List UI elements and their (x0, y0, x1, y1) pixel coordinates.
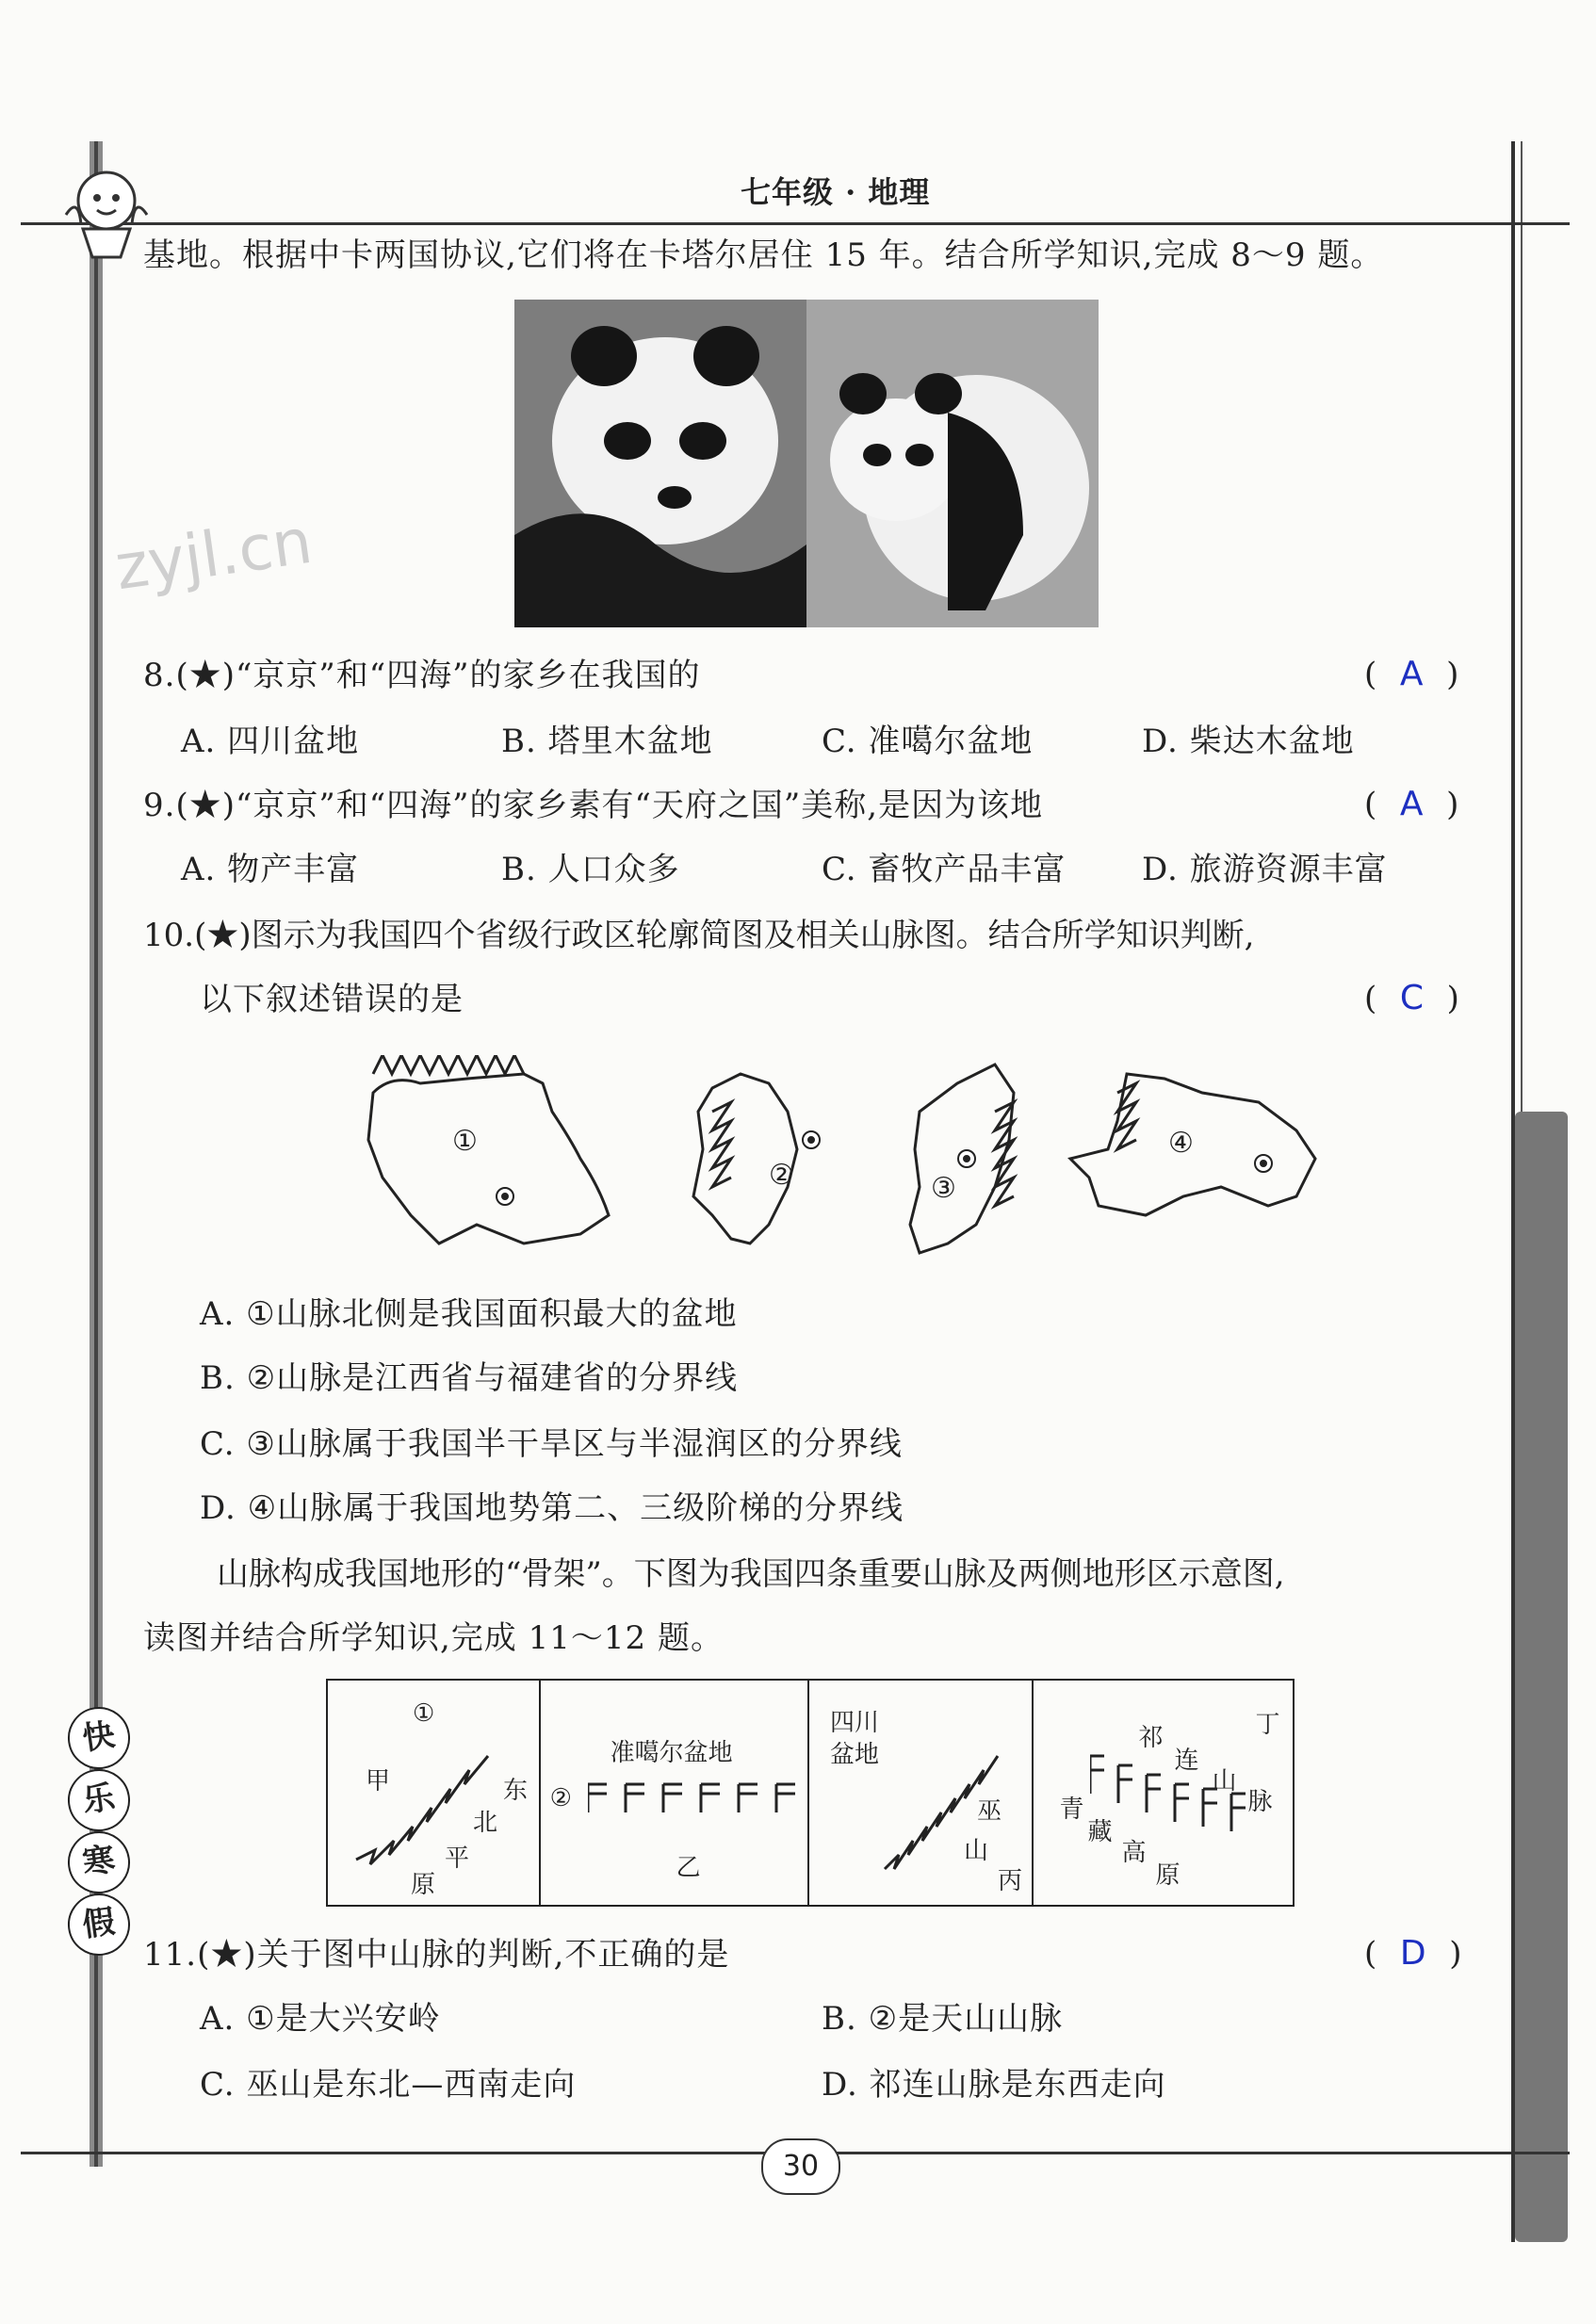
cell2-top: 准噶尔盆地 (610, 1739, 733, 1767)
page-number: 30 (761, 2138, 840, 2195)
page-header-title: 七年级 · 地理 (741, 174, 931, 210)
q11-answer: D (1399, 1934, 1427, 1973)
side-tab-3: 寒 (64, 1828, 135, 1898)
cell4-lian: 连 (1174, 1747, 1199, 1775)
q10-option-b: B. ②山脉是江西省与福建省的分界线 (200, 1359, 739, 1397)
q11-option-c: C. 巫山是东北—西南走向 (200, 2066, 577, 2104)
cell4-shan: 山 (1212, 1767, 1237, 1796)
side-tab-4: 假 (64, 1890, 135, 1960)
cell3-wu: 巫 (977, 1797, 1002, 1826)
q10-answer: C (1399, 979, 1425, 1017)
cell2-yi: 乙 (676, 1854, 701, 1882)
q9-option-d: D. 旅游资源丰富 (1142, 851, 1388, 888)
panda-photo-left (514, 300, 806, 627)
cell1-num: ① (413, 1699, 435, 1728)
mountain-diagram (326, 1679, 1295, 1907)
map-label-3: ③ (931, 1172, 956, 1205)
side-tab-2: 乐 (64, 1765, 135, 1836)
q9-answer-bracket: ( A ) (1364, 785, 1460, 823)
q8-answer-bracket: ( A ) (1364, 655, 1460, 693)
q8-answer: A (1399, 655, 1425, 693)
cell2-num: ② (549, 1784, 572, 1812)
diagram-cell-4 (1034, 1681, 1293, 1905)
q8-option-c: C. 准噶尔盆地 (822, 723, 1034, 760)
cell3-pen: 盆地 (830, 1741, 880, 1769)
q11-option-b: B. ②是天山山脉 (822, 2000, 1064, 2038)
map-label-1: ① (452, 1125, 478, 1158)
cell3-bing: 丙 (998, 1867, 1023, 1895)
q10-option-c: C. ③山脉属于我国半干旱区与半湿润区的分界线 (200, 1425, 903, 1463)
intro-line: 基地。根据中卡两国协议,它们将在卡塔尔居住 15 年。结合所学知识,完成 8～9 题。 (143, 236, 1384, 274)
passage-line2: 读图并结合所学知识,完成 11～12 题。 (143, 1619, 724, 1657)
cell3-shan: 山 (964, 1837, 989, 1865)
cell4-ding: 丁 (1255, 1711, 1280, 1739)
cell4-mai: 脉 (1247, 1788, 1273, 1816)
right-margin-tab (1515, 1112, 1568, 2242)
side-tab-1: 快 (64, 1703, 135, 1774)
header-rule (21, 222, 1570, 225)
cell4-qi: 祁 (1138, 1724, 1164, 1752)
cell1-yuan: 原 (411, 1871, 436, 1899)
q10-stem-line2: 以下叙述错误的是 (200, 981, 464, 1018)
q10-answer-bracket: ( C ) (1364, 979, 1460, 1017)
q8-option-a: A. 四川盆地 (181, 723, 360, 760)
q10-stem-line1: 10.(★)图示为我国四个省级行政区轮廓简图及相关山脉图。结合所学知识判断, (143, 917, 1255, 954)
cell1-jia: 甲 (366, 1767, 391, 1796)
q9-option-a: A. 物产丰富 (181, 851, 360, 888)
watermark: zyjl.cn (110, 504, 317, 605)
panda-photo-right (806, 300, 1099, 627)
cell4-qing: 青 (1059, 1796, 1084, 1824)
q9-option-b: B. 人口众多 (501, 851, 680, 888)
map-label-4: ④ (1168, 1127, 1194, 1160)
map-label-2: ② (769, 1159, 794, 1192)
diagram-cell-1 (328, 1681, 541, 1905)
q8-option-b: B. 塔里木盆地 (501, 723, 713, 760)
q11-stem: 11.(★)关于图中山脉的判断,不正确的是 (143, 1936, 730, 1974)
diagram-cell-2 (541, 1681, 809, 1905)
cell3-si: 四川 (830, 1709, 880, 1737)
q8-option-d: D. 柴达木盆地 (1142, 723, 1355, 760)
diagram-cell-3 (809, 1681, 1034, 1905)
q9-option-c: C. 畜牧产品丰富 (822, 851, 1067, 888)
q10-option-a: A. ①山脉北侧是我国面积最大的盆地 (200, 1295, 738, 1333)
cell4-yuan: 原 (1155, 1861, 1181, 1890)
q10-option-d: D. ④山脉属于我国地势第二、三级阶梯的分界线 (200, 1489, 904, 1527)
q11-option-d: D. 祁连山脉是东西走向 (822, 2066, 1166, 2104)
q8-stem: 8.(★)“京京”和“四海”的家乡在我国的 (143, 657, 701, 694)
passage-line1: 山脉构成我国地形的“骨架”。下图为我国四条重要山脉及两侧地形区示意图, (217, 1555, 1285, 1593)
cell1-ping: 平 (445, 1845, 470, 1873)
q9-stem: 9.(★)“京京”和“四海”的家乡素有“天府之国”美称,是因为该地 (143, 787, 1044, 824)
q9-answer: A (1399, 785, 1425, 823)
cell4-gao: 高 (1121, 1839, 1147, 1867)
province-outline-maps (354, 1055, 1334, 1272)
q11-answer-bracket: ( D ) (1364, 1934, 1463, 1973)
cell1-bei: 北 (473, 1809, 498, 1837)
q11-option-a: A. ①是大兴安岭 (200, 2000, 441, 2038)
cell1-dong: 东 (503, 1777, 529, 1805)
cell4-zang: 藏 (1087, 1818, 1113, 1846)
